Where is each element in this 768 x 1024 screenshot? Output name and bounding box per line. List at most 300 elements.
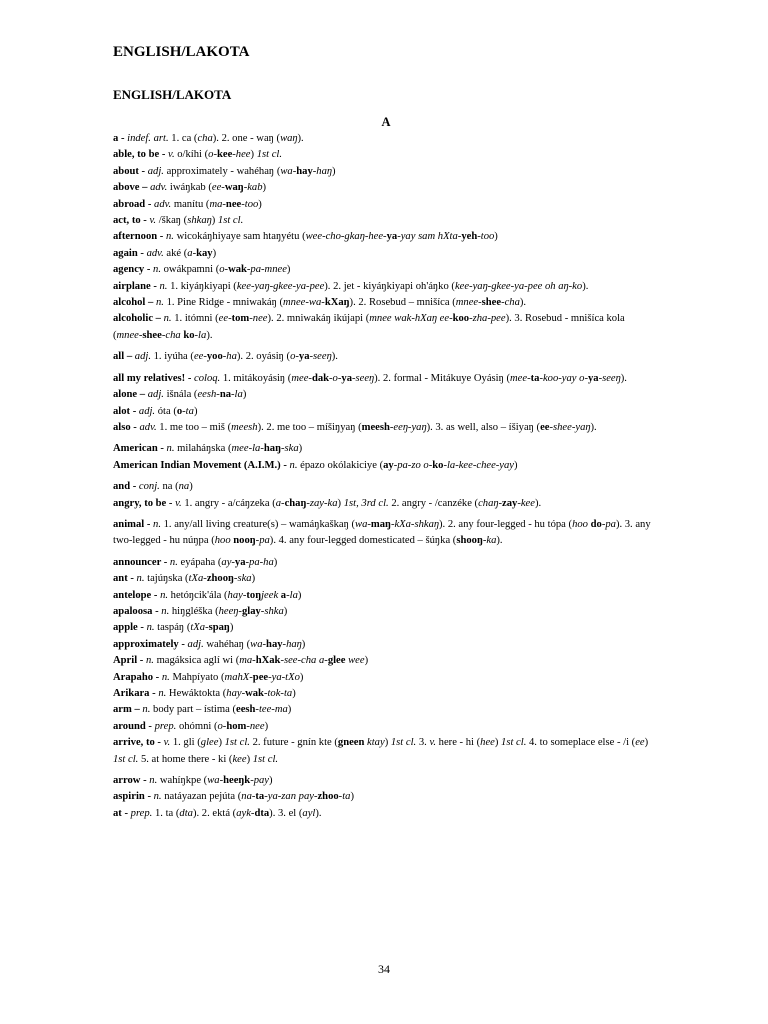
entry-headword: ant - [113, 573, 137, 585]
entry-grammar: n. [158, 688, 167, 699]
entry-pronunciation: -cha [161, 329, 184, 341]
entry-pronunciation: ko [432, 459, 444, 471]
entry-text: ) [644, 737, 649, 749]
entry-pronunciation: jeek [261, 589, 281, 601]
entry-grammar: n. [165, 231, 174, 243]
dictionary-entry [113, 789, 653, 805]
entry-text: approximately - wahéhaŋ ( [163, 165, 281, 177]
entry-pronunciation: waŋ [280, 133, 298, 144]
entry-pronunciation: wee [345, 655, 365, 667]
entry-pronunciation: hay- [226, 688, 246, 699]
entry-text: 1. mitákoyásiŋ ( [220, 372, 292, 384]
entry-grammar: adv. [139, 421, 157, 433]
entry-headword: again - [113, 247, 147, 259]
entry-grammar: adj. [187, 638, 204, 650]
entry-headword: also - [113, 421, 140, 433]
entry-pronunciation: waŋ [224, 182, 244, 194]
entry-grammar: adv. [146, 247, 164, 259]
entry-grammar: v. [168, 149, 175, 161]
entry-pronunciation: maŋ [370, 518, 391, 530]
entry-text: wahíŋkpe ( [157, 775, 208, 787]
entry-pronunciation: ya [587, 372, 599, 384]
entry-pronunciation: a- [275, 497, 285, 509]
entry-text: tajúŋska ( [144, 573, 189, 585]
entry-text: 1. kiyáŋkiyapi ( [167, 280, 237, 292]
entry-headword: abroad - [113, 198, 155, 210]
entry-pronunciation: -kee [517, 497, 535, 509]
entry-headword: apple - [113, 622, 147, 634]
entry-text: o/kíhi ( [174, 149, 209, 161]
entry-text: 1. ta ( [152, 807, 180, 819]
entry-headword: and - [113, 481, 139, 493]
entry-grammar: n. [161, 605, 170, 617]
entry-headword: act, to - [113, 215, 150, 227]
entry-text: ) [494, 231, 498, 243]
entry-pronunciation: -o- [329, 372, 342, 384]
entry-pronunciation: -ska [233, 573, 252, 585]
entry-grammar: 1st cl. [113, 753, 139, 765]
entry-pronunciation: wak [228, 264, 247, 276]
entry-text: ). 2. oyásiŋ ( [236, 351, 291, 363]
entry-text: 1. iyúha ( [150, 351, 194, 363]
entry-text: ). 2. any four-legged - hu tópa ( [439, 518, 573, 530]
dictionary-entry [113, 180, 653, 196]
entry-pronunciation: hoo [214, 535, 234, 547]
entry-text: ). 3. el ( [269, 807, 303, 819]
entry-text: ) [287, 704, 292, 716]
entry-pronunciation: -too [477, 231, 495, 243]
dictionary-entry [113, 279, 653, 295]
entry-text: taspáŋ ( [154, 622, 191, 634]
entry-headword: American - [113, 443, 167, 455]
entry-headword: all – [113, 351, 135, 363]
entry-text: išnála ( [163, 389, 198, 401]
dictionary-entry [113, 371, 653, 387]
entry-text: ). [582, 280, 589, 292]
entry-text: magáksica aglí wi ( [153, 655, 240, 667]
entry-text: eyápaha ( [177, 556, 222, 568]
entry-pronunciation: glee [200, 737, 219, 749]
entry-pronunciation: o- [208, 149, 217, 161]
dictionary-entry [113, 441, 653, 457]
entry-grammar: indef. art. [127, 133, 169, 144]
entry-pronunciation: chaŋ- [478, 497, 503, 509]
entry-grammar: n. [153, 791, 162, 803]
document-page [113, 44, 653, 822]
entry-pronunciation: wa- [250, 638, 267, 650]
dictionary-entry [113, 262, 653, 278]
entry-pronunciation: shooŋ [456, 535, 483, 547]
entry-pronunciation: haŋ [263, 443, 281, 455]
dictionary-entry [113, 670, 653, 686]
section-letter: A [381, 115, 391, 129]
entry-text: owákpamni ( [160, 264, 220, 276]
entry-text: ohómni ( [176, 720, 218, 732]
entry-text: 3. [416, 737, 430, 749]
entry-text: wicokáŋhiyaye sam htaŋyétu ( [173, 231, 306, 243]
dictionary-entry [113, 571, 653, 587]
entry-pronunciation: kee-yaŋ-gkee-ya-pee oh aŋ-ko [454, 280, 583, 292]
dictionary-entry [113, 147, 653, 163]
entry-grammar: coloq. [194, 372, 221, 384]
entry-headword: animal - [113, 518, 154, 530]
entry-text: natáyazan pejúta ( [161, 791, 242, 803]
entry-text: ) [251, 573, 256, 585]
entry-text: manítu ( [171, 198, 210, 210]
entry-pronunciation: -yay sam hXta- [397, 231, 462, 243]
entry-pronunciation: hay [296, 165, 313, 177]
dictionary-entry [113, 496, 653, 512]
entry-pronunciation: dta [254, 807, 270, 819]
entry-grammar: n. [161, 671, 170, 683]
entry-pronunciation: na [178, 481, 190, 493]
entry-headword: about - [113, 165, 148, 177]
entry-grammar: 1st cl. [256, 149, 283, 161]
entry-pronunciation: shee [142, 329, 162, 341]
entry-pronunciation: ayl [302, 807, 316, 819]
entry-pronunciation: a- [187, 247, 197, 259]
entry-pronunciation: -ta [182, 405, 194, 417]
entry-pronunciation: -ka [482, 535, 497, 547]
entry-grammar: n. [136, 573, 145, 585]
entry-text: ). [331, 351, 338, 363]
entry-headword: Arapaho - [113, 671, 162, 683]
entry-text: ) [258, 198, 262, 210]
entry-pronunciation: -ta [338, 791, 351, 803]
entry-headword: arrive, to - [113, 737, 164, 749]
entry-pronunciation: tom [231, 313, 250, 325]
entry-grammar: adj. [147, 389, 164, 401]
entry-headword: apaloosa - [113, 605, 162, 617]
entry-pronunciation: heeŋk [223, 775, 251, 787]
dictionary-entry [113, 620, 653, 636]
entry-headword: approximately - [113, 638, 188, 650]
entry-text: hetóŋcik'ála ( [168, 589, 228, 601]
entry-pronunciation: tXa- [190, 622, 209, 634]
entry-pronunciation: meesh [231, 421, 258, 433]
entry-text: ) [189, 481, 193, 493]
entry-pronunciation: dta [179, 807, 193, 819]
dictionary-entry [113, 588, 653, 604]
entry-pronunciation: -pa [255, 535, 270, 547]
entry-pronunciation: cha [197, 133, 213, 144]
entry-text: ) [283, 605, 288, 617]
dictionary-entry [113, 246, 653, 262]
entry-pronunciation: toŋ [246, 589, 262, 601]
entry-pronunciation: kay [196, 247, 213, 259]
entry-pronunciation: -shka [260, 605, 284, 617]
entry-pronunciation: -kXa-shkaŋ [390, 518, 439, 530]
dictionary-entry [113, 164, 653, 180]
entry-grammar: adv. [154, 198, 172, 210]
entry-pronunciation: hoo [572, 518, 591, 530]
entry-text: here - hi ( [436, 737, 481, 749]
entry-pronunciation: o- [219, 264, 229, 276]
entry-grammar: v. [163, 737, 171, 749]
entry-pronunciation: -koo-yay o- [539, 372, 588, 384]
entry-pronunciation: shkaŋ [187, 215, 212, 227]
entry-text: wahéhaŋ ( [203, 638, 251, 650]
entry-grammar: 1st cl. [390, 737, 417, 749]
entry-pronunciation: -haŋ [312, 165, 332, 177]
entry-text: ). [519, 297, 527, 309]
entry-pronunciation: -la [231, 389, 243, 401]
entry-grammar: adj. [134, 351, 151, 363]
entry-pronunciation: wee-cho-gkaŋ-hee- [305, 231, 387, 243]
entry-text: 1. Pine Ridge - mniwakáŋ ( [163, 297, 284, 309]
entry-pronunciation: -seeŋ [351, 372, 375, 384]
entry-pronunciation: o [176, 405, 183, 417]
entry-grammar: 1st cl. [224, 737, 250, 749]
dictionary-entry [113, 702, 653, 718]
entry-headword: April - [113, 655, 146, 667]
entry-headword: aspirin - [113, 791, 154, 803]
entry-pronunciation: mee- [291, 372, 312, 384]
dictionary-entry [113, 458, 653, 474]
entry-text: ). 2. one - waŋ ( [212, 133, 281, 144]
entry-grammar: conj. [138, 481, 160, 493]
entry-text: ). 2. Rosebud – mnišíca ( [349, 297, 456, 309]
dictionary-entry [113, 517, 653, 550]
dictionary-entry [113, 404, 653, 420]
entry-text: ). 4. any four-legged domesticated – šúŋka ( [269, 535, 457, 547]
entry-pronunciation: zhooŋ [206, 573, 234, 585]
entry-text: ) [242, 389, 247, 401]
entry-pronunciation: gneen [337, 737, 365, 749]
entry-pronunciation: hay- [227, 589, 247, 601]
entry-text: ). 3. Rosebud - mnišíca kola ( [113, 313, 625, 341]
entry-text: ). [590, 421, 597, 433]
entry-text: ) [193, 405, 198, 417]
entry-pronunciation: -zha-pee [469, 313, 506, 325]
entry-pronunciation: yoo [206, 351, 223, 363]
entry-text: milaháŋska ( [174, 443, 232, 455]
entry-text: ) [384, 737, 391, 749]
entry-text: ) [298, 443, 303, 455]
entry-pronunciation: tXa- [188, 573, 207, 585]
entry-pronunciation: ee- [218, 313, 232, 325]
entry-headword: Arikara - [113, 688, 159, 699]
entry-pronunciation: zay [502, 497, 518, 509]
entry-text: ) [211, 215, 218, 227]
entry-pronunciation: ya [386, 231, 398, 243]
entry-pronunciation: -see-cha a- [280, 655, 328, 667]
entry-headword: all my relatives! - [113, 372, 194, 384]
entry-grammar: 1st cl. [252, 753, 279, 765]
entry-text: ). [206, 329, 213, 341]
entry-text: 1. gli ( [170, 737, 201, 749]
dictionary-entries [113, 131, 653, 822]
entry-pronunciation: ee [540, 421, 550, 433]
entry-pronunciation: hee [480, 737, 495, 749]
entry-text: ) [301, 638, 306, 650]
entry-headword: announcer - [113, 556, 170, 568]
dictionary-entry [113, 311, 653, 344]
entry-text: Hewáktokta ( [166, 688, 227, 699]
entry-pronunciation: -pay [250, 775, 270, 787]
entry-grammar: n. [142, 704, 151, 716]
entry-text: ) [350, 791, 354, 803]
entry-grammar: adv. [150, 182, 168, 194]
entry-pronunciation: dak [311, 372, 330, 384]
entry-pronunciation: ktay [364, 737, 385, 749]
entry-text: ). [315, 807, 322, 819]
entry-text: ) [262, 182, 267, 194]
entry-text: ). 3. as well, also – íšiyaŋ ( [426, 421, 541, 433]
dictionary-entry [113, 349, 653, 365]
entry-pronunciation: ay- [221, 556, 235, 568]
entry-pronunciation: o- [290, 351, 299, 363]
entry-text: 1. ca ( [168, 133, 198, 144]
entry-pronunciation: pee [252, 671, 269, 683]
entry-grammar: prep. [130, 807, 153, 819]
entry-pronunciation: -la [194, 329, 207, 341]
entry-grammar: 1st cl. [217, 215, 244, 227]
entry-headword: alcoholic – [113, 313, 164, 325]
entry-text: épazo okólakiciye ( [297, 459, 384, 471]
entry-headword: at - [113, 807, 131, 819]
entry-text: 4. to someplace else - /i ( [526, 737, 636, 749]
entry-pronunciation: -pa [601, 518, 616, 530]
entry-text: 1. me too – miš ( [156, 421, 232, 433]
entry-pronunciation: -ha [222, 351, 237, 363]
dictionary-entry [113, 773, 653, 789]
entry-text: ). 2. ektá ( [192, 807, 237, 819]
entry-pronunciation: ma- [209, 198, 226, 210]
entry-pronunciation: wak [245, 688, 264, 699]
entry-grammar: n. [146, 622, 155, 634]
entry-pronunciation: ko [183, 329, 195, 341]
entry-headword: arm – [113, 704, 143, 716]
entry-text: na ( [159, 481, 179, 493]
entry-text: ) [364, 655, 369, 667]
entry-pronunciation: hay [266, 638, 283, 650]
entry-pronunciation: kXaŋ [324, 297, 350, 309]
entry-text: 2. future - gnín kte ( [249, 737, 338, 749]
entry-pronunciation: yeh [461, 231, 478, 243]
entry-pronunciation: glee [327, 655, 346, 667]
entry-headword: above – [113, 182, 151, 194]
entry-text: 5. at home there - ki ( [138, 753, 233, 765]
entry-grammar: 1st cl. [501, 737, 527, 749]
entry-pronunciation: -ya-zan pay- [264, 791, 318, 803]
entry-pronunciation: heeŋ- [218, 605, 242, 617]
entry-pronunciation: mee-la- [231, 443, 264, 455]
entry-headword: around - [113, 720, 155, 732]
entry-text: ) [250, 149, 257, 161]
entry-pronunciation: ya [234, 556, 246, 568]
entry-headword: angry, to be - [113, 497, 176, 509]
entry-grammar: v. [149, 215, 157, 227]
dictionary-entry [113, 806, 653, 822]
entry-headword: arrow - [113, 775, 150, 787]
entry-pronunciation: na [219, 389, 232, 401]
entry-text: 1. itómni ( [171, 313, 219, 325]
entry-pronunciation: kee-yaŋ-gkee-ya-pee [236, 280, 325, 292]
entry-headword: able, to be - [113, 149, 169, 161]
entry-text: ). [534, 497, 542, 509]
entry-pronunciation: hXak [255, 655, 281, 667]
entry-text: 1. angry - a/cáŋzeka ( [181, 497, 276, 509]
entry-pronunciation: -ska [280, 443, 299, 455]
entry-pronunciation: -hee [232, 149, 251, 161]
entry-pronunciation: zhoo [317, 791, 339, 803]
entry-text: ) [297, 589, 302, 601]
dictionary-entry [113, 197, 653, 213]
entry-pronunciation: ayk- [236, 807, 255, 819]
entry-grammar: n. [159, 280, 168, 292]
entry-text: ). 3. any two-legged - hu núŋpa ( [113, 518, 651, 547]
entry-pronunciation: mnee-wa- [283, 297, 325, 309]
entry-pronunciation: koo [452, 313, 470, 325]
entry-grammar: n. [153, 518, 161, 530]
entry-pronunciation: a [280, 589, 287, 601]
entry-pronunciation: ta [255, 791, 265, 803]
entry-grammar: n. [160, 589, 169, 601]
entry-text: ). [620, 372, 627, 384]
entry-text: iwáŋkab ( [167, 182, 212, 194]
entry-pronunciation: mahX- [224, 671, 253, 683]
entry-pronunciation: mnee wak-hXaŋ ee- [369, 313, 453, 325]
entry-grammar: adj. [147, 165, 164, 177]
entry-pronunciation: -kab [243, 182, 263, 194]
entry-pronunciation: kee [232, 753, 247, 765]
entry-headword: agency - [113, 264, 154, 276]
entry-pronunciation: o- [217, 720, 227, 732]
entry-pronunciation: -tee-ma [255, 704, 288, 716]
entry-pronunciation: ya [298, 351, 310, 363]
entry-headword: a - [113, 133, 128, 144]
entry-grammar: n. [149, 775, 158, 787]
entry-text: ) [264, 720, 269, 732]
entry-text: body part – ístima ( [150, 704, 236, 716]
entry-text: aké ( [163, 247, 188, 259]
entry-pronunciation: ya [341, 372, 352, 384]
entry-grammar: n. [155, 297, 164, 309]
dictionary-entry [113, 555, 653, 571]
entry-text: ). [297, 133, 304, 144]
entry-pronunciation: -tok-ta [263, 688, 293, 699]
page-title: ENGLISH/LAKOTA [113, 44, 250, 60]
entry-pronunciation: spaŋ [208, 622, 230, 634]
entry-text: Mahpíyato ( [169, 671, 225, 683]
entry-text: ) [218, 737, 225, 749]
entry-pronunciation: mee- [510, 372, 531, 384]
entry-headword: American Indian Movement (A.I.M.) - [113, 459, 290, 471]
page-number: 34 [378, 962, 390, 976]
entry-text: ). [496, 535, 503, 547]
entry-grammar: n. [163, 313, 172, 325]
entry-pronunciation: -la-kee-chee-yay [443, 459, 514, 471]
entry-text: /škaŋ ( [156, 215, 188, 227]
entry-pronunciation: ma- [239, 655, 256, 667]
dictionary-entry [113, 479, 653, 495]
entry-text: ) [299, 671, 304, 683]
entry-grammar: prep. [154, 720, 177, 732]
entry-pronunciation: -la [286, 589, 298, 601]
entry-pronunciation: wa- [207, 775, 224, 787]
entry-text: ) [286, 264, 291, 276]
entry-text: ) [514, 459, 518, 471]
entry-text: ). 2. jet - kiyáŋkiyapi oh'áŋko ( [324, 280, 455, 292]
entry-pronunciation: -zay-ka [306, 497, 338, 509]
dictionary-entry [113, 637, 653, 653]
entry-pronunciation: ee- [193, 351, 207, 363]
dictionary-entry [113, 686, 653, 702]
entry-pronunciation: ta [530, 372, 540, 384]
entry-pronunciation: -ya-tXo [268, 671, 300, 683]
dictionary-entry [113, 735, 653, 768]
